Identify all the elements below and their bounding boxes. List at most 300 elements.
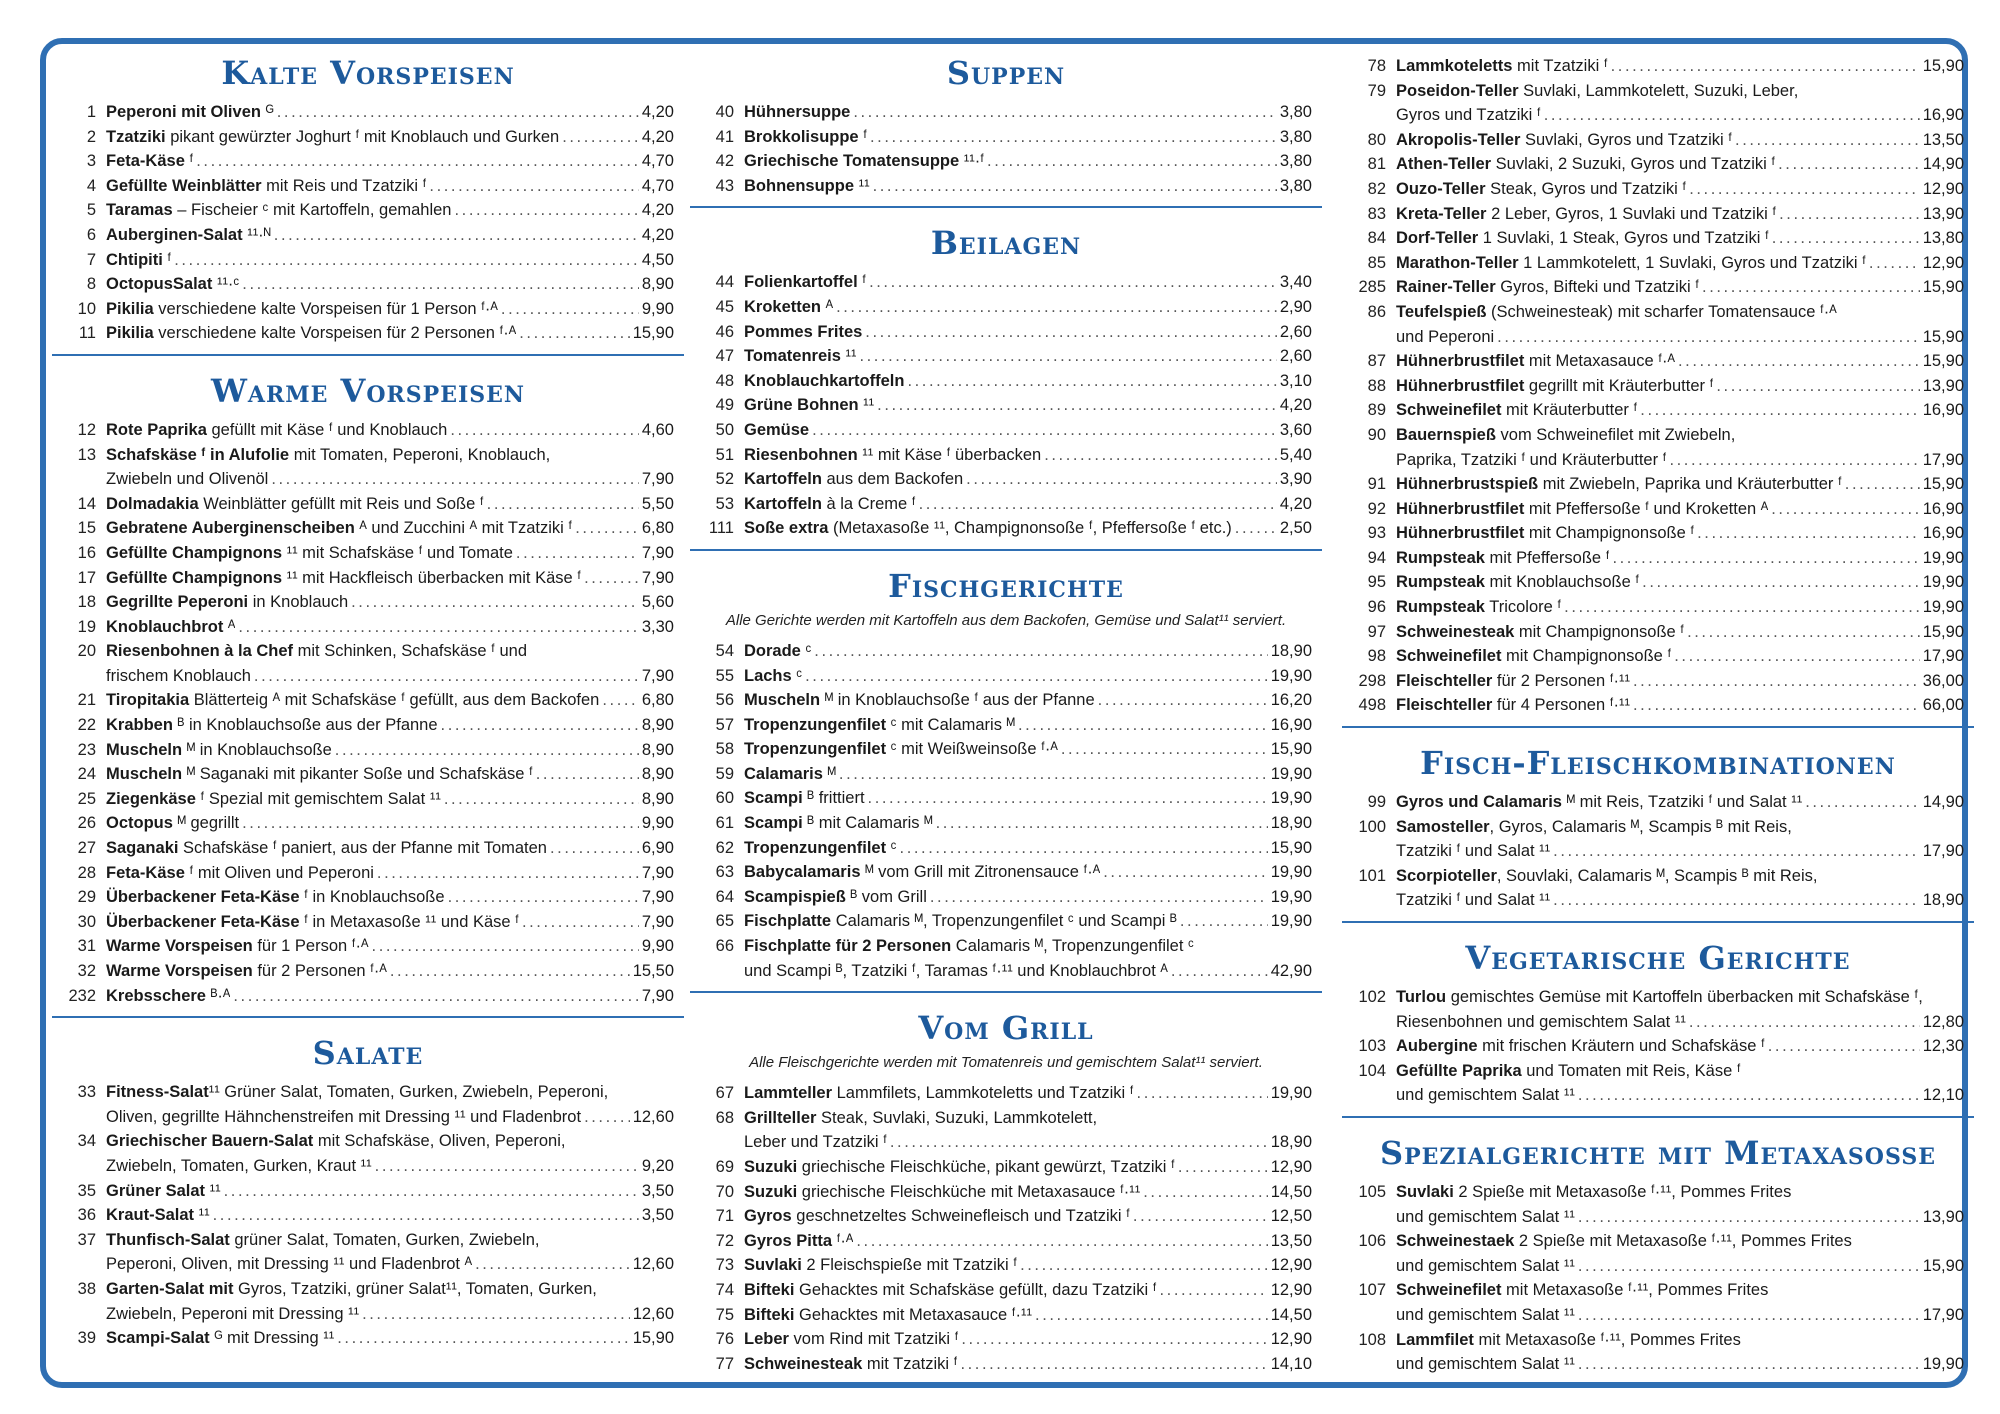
dot-leader: [1578, 1205, 1920, 1230]
item-name: Tiropitakia: [106, 691, 190, 710]
menu-section: [62, 368, 674, 1008]
item-description: grüner Salat, Tomaten, Gurken, Zwiebeln,: [229, 1230, 540, 1249]
dot-leader: [960, 1352, 1267, 1377]
item-description: ᶠ: [858, 127, 867, 146]
dot-leader: [351, 590, 639, 615]
dot-leader: [890, 1130, 1268, 1155]
menu-item: [1352, 620, 1964, 645]
item-number: 62: [715, 838, 734, 857]
item-body: [744, 320, 1312, 345]
item-number: 48: [715, 371, 734, 390]
dot-leader: [900, 836, 1268, 861]
item-line: [744, 860, 1312, 885]
item-description-continued: und gemischtem Salat ¹¹: [1396, 1355, 1575, 1374]
item-number: 43: [715, 176, 734, 195]
item-line: [744, 934, 1312, 959]
item-text: [1396, 693, 1630, 718]
item-line: [1396, 1059, 1964, 1084]
item-name: Fischplatte: [744, 912, 832, 931]
item-name: Kartoffeln: [744, 470, 822, 489]
item-body: [744, 1253, 1312, 1278]
item-text: [106, 566, 581, 591]
dot-leader: [224, 1179, 639, 1204]
menu-section: [62, 50, 674, 346]
item-description: aus dem Backofen: [821, 470, 964, 489]
item-name: Knoblauchkartoffeln: [744, 371, 905, 390]
item-name: Bohnensuppe: [744, 176, 854, 195]
dot-leader: [1669, 448, 1919, 473]
dot-leader: [562, 125, 639, 150]
item-name: Suzuki: [744, 1158, 798, 1176]
item-body: [744, 174, 1312, 199]
item-number: 32: [77, 962, 96, 980]
item-price: 12,10: [1922, 1086, 1964, 1105]
section-divider: [52, 354, 684, 356]
menu-item: [700, 320, 1312, 345]
menu-item: [1352, 54, 1964, 79]
item-body: [744, 713, 1312, 738]
item-line: [106, 272, 674, 297]
item-line: [1396, 152, 1964, 177]
item-number: 80: [1367, 130, 1386, 149]
item-description: ᴹ in Knoblauchsoße: [182, 740, 332, 759]
menu-item: [700, 443, 1312, 468]
item-line: [744, 320, 1312, 345]
item-text: [106, 615, 235, 640]
item-text: [744, 1180, 1140, 1205]
item-line: [1396, 275, 1964, 300]
item-text: [1396, 790, 1802, 815]
item-number: 29: [77, 888, 96, 907]
dot-leader: [550, 836, 639, 861]
item-price: 3,80: [1279, 152, 1312, 171]
item-price: 15,90: [1922, 475, 1964, 494]
menu-item: [62, 787, 674, 812]
item-price: 4,20: [641, 127, 674, 146]
item-number: 67: [715, 1084, 734, 1103]
item-line: [744, 295, 1312, 320]
item-number: 108: [1358, 1330, 1386, 1349]
item-body: [744, 1352, 1312, 1377]
dot-leader: [1611, 54, 1920, 79]
item-body: [106, 1203, 674, 1228]
item-number: 18: [77, 593, 96, 612]
item-price: 19,90: [1922, 573, 1964, 592]
item-body: [744, 1278, 1312, 1303]
item-line: [106, 639, 674, 664]
dot-leader: [907, 369, 1276, 394]
item-price: 19,90: [1270, 863, 1312, 882]
item-description: für 2 Personen ᶠ·¹¹: [1492, 671, 1630, 690]
item-description-continued: und Scampi ᴮ, Tzatziki ᶠ, Taramas ᶠ·¹¹ und Knoblauchbrot ᴬ: [744, 961, 1168, 980]
item-body: [744, 295, 1312, 320]
item-description: ᶠ mit Oliven und Peperoni: [184, 863, 374, 882]
item-price: 3,10: [1279, 371, 1312, 390]
item-line: [106, 885, 674, 910]
item-price: 18,90: [1270, 1133, 1312, 1152]
menu-item: [62, 590, 674, 615]
item-body: [106, 1179, 674, 1204]
item-text: [106, 443, 550, 468]
item-line: [106, 443, 674, 468]
item-body: [1396, 985, 1964, 1034]
item-text: [744, 270, 866, 295]
item-body: [744, 344, 1312, 369]
item-body: [106, 861, 674, 886]
section-divider: [690, 206, 1322, 208]
dot-leader: [1497, 325, 1920, 350]
item-text: [106, 100, 274, 125]
dot-leader: [487, 492, 639, 517]
item-body: [1396, 251, 1964, 276]
item-price: 2,90: [1279, 297, 1312, 316]
item-line: [106, 738, 674, 763]
item-name: Fleischteller: [1396, 671, 1493, 690]
item-text: [1396, 349, 1675, 374]
item-body: [1396, 815, 1964, 864]
menu-item: [62, 713, 674, 738]
item-name: Calamaris: [744, 764, 823, 783]
item-text: [744, 713, 1015, 738]
item-price: 3,80: [1279, 103, 1312, 121]
item-name: Fischplatte für 2 Personen: [744, 937, 952, 956]
item-body: [744, 1327, 1312, 1352]
item-text: [1396, 275, 1699, 300]
item-description-continued: Tzatziki ᶠ und Salat ¹¹: [1396, 891, 1551, 910]
item-line: [744, 1229, 1312, 1254]
menu-item: [1352, 1328, 1964, 1377]
item-number: 91: [1367, 475, 1386, 494]
item-price: 9,20: [641, 1156, 674, 1175]
dot-leader: [196, 149, 639, 174]
item-name: Krebsschere: [106, 986, 206, 1005]
menu-item: [1352, 595, 1964, 620]
item-price: 8,90: [641, 716, 674, 735]
item-body: [106, 738, 674, 763]
dot-leader: [1018, 713, 1268, 738]
item-text: [106, 174, 426, 199]
item-name: Grüner Salat: [106, 1181, 206, 1200]
menu-item: [1352, 1229, 1964, 1278]
menu-item: [62, 516, 674, 541]
section-divider: [1342, 921, 1974, 923]
item-body: [1396, 1278, 1964, 1327]
item-body: [1396, 177, 1964, 202]
item-line: [1396, 620, 1964, 645]
item-text: [1396, 177, 1686, 202]
item-price: 12,60: [632, 1107, 674, 1126]
menu-column-1: [62, 50, 674, 1351]
item-text: [106, 738, 332, 763]
item-price: 15,90: [632, 1329, 674, 1348]
item-body: [106, 321, 674, 346]
dot-leader: [377, 861, 639, 886]
item-description: mit Champignonsoße ᶠ: [1514, 622, 1685, 641]
item-price: 19,90: [1270, 789, 1312, 808]
item-text: [744, 1155, 1175, 1180]
menu-item: [62, 615, 674, 640]
dot-leader: [602, 688, 639, 713]
item-name: Folienkartoffel: [744, 273, 858, 292]
item-line: [1396, 202, 1964, 227]
item-body: [1396, 398, 1964, 423]
item-price: 12,30: [1922, 1037, 1964, 1056]
item-name: Bifteki: [744, 1280, 795, 1299]
item-body: [744, 737, 1312, 762]
item-price: 4,20: [641, 225, 674, 244]
item-line: [744, 418, 1312, 443]
item-body: [1396, 693, 1964, 718]
item-description: 2 Leber, Gyros, 1 Suvlaki und Tzatziki ᶠ: [1486, 204, 1777, 223]
menu-item: [1352, 570, 1964, 595]
item-line: [106, 688, 674, 713]
item-line-continued: [1396, 103, 1964, 128]
item-text: [106, 297, 498, 322]
item-text: [1396, 620, 1684, 645]
item-line: [1396, 693, 1964, 718]
item-price: 15,90: [1922, 57, 1964, 75]
item-name: Akropolis-Teller: [1396, 130, 1521, 149]
item-line: [106, 984, 674, 1009]
item-line: [106, 297, 674, 322]
item-name: Hühnerbrustfilet: [1396, 376, 1525, 395]
item-price: 15,90: [1922, 1256, 1964, 1275]
dot-leader: [805, 664, 1268, 689]
menu-item: [62, 443, 674, 492]
item-line: [744, 762, 1312, 787]
item-number: 19: [77, 617, 96, 636]
menu-item: [700, 860, 1312, 885]
menu-item: [62, 321, 674, 346]
item-price: 6,90: [641, 839, 674, 858]
item-description: 2 Fleischspieße mit Tzatziki ᶠ: [801, 1256, 1018, 1275]
item-line: [744, 1303, 1312, 1328]
menu-item: [1352, 790, 1964, 815]
item-body: [106, 1277, 674, 1326]
item-line-continued: [106, 1252, 674, 1277]
item-price: 17,90: [1922, 450, 1964, 469]
item-name: Suvlaki: [744, 1256, 802, 1275]
item-name: Poseidon-Teller: [1396, 81, 1519, 100]
item-text: [106, 198, 452, 223]
item-name: Griechische Tomatensuppe: [744, 152, 960, 171]
dot-leader: [516, 541, 639, 566]
dot-leader: [1640, 398, 1919, 423]
item-line: [1396, 1180, 1964, 1205]
item-text: [106, 492, 484, 517]
item-description: (Schweinesteak) mit scharfer Tomatensauce ᶠ·ᴬ: [1486, 302, 1837, 321]
item-price: 7,90: [641, 470, 674, 489]
menu-item: [62, 1326, 674, 1351]
menu-item: [700, 885, 1312, 910]
item-price: 12,90: [1270, 1330, 1312, 1349]
item-description: mit Pfeffersoße ᶠ und Kroketten ᴬ: [1524, 499, 1769, 518]
dot-leader: [450, 418, 639, 443]
item-number: 65: [715, 912, 734, 931]
item-name: Grillteller: [744, 1108, 817, 1127]
item-body: [106, 713, 674, 738]
item-body: [744, 1303, 1312, 1328]
item-name: Krabben: [106, 716, 173, 735]
dot-leader: [242, 811, 639, 836]
item-name: Kartoffeln: [744, 494, 822, 513]
item-line: [106, 861, 674, 886]
item-name: Soße extra: [744, 519, 829, 538]
menu-item: [700, 737, 1312, 762]
item-name: Schweinesteak: [1396, 622, 1515, 641]
item-name: Lammteller: [744, 1084, 833, 1103]
item-text: [1396, 423, 1735, 448]
item-body: [106, 934, 674, 959]
section-title: Spezialgerichte mit Metaxasosse: [1379, 1133, 1937, 1172]
item-text: [1396, 79, 1798, 104]
item-line-continued: [1396, 1205, 1964, 1230]
item-price: 3,50: [641, 1206, 674, 1225]
item-body: [1396, 1229, 1964, 1278]
menu-item: [62, 223, 674, 248]
item-body: [1396, 300, 1964, 349]
item-line: [1396, 472, 1964, 497]
item-description: verschiedene kalte Vorspeisen für 1 Person ᶠ·ᴬ: [153, 299, 498, 318]
item-line: [744, 1253, 1312, 1278]
dot-leader: [1716, 374, 1919, 399]
item-description: ᴹ Saganaki mit pikanter Soße und Schafskäse ᶠ: [182, 765, 533, 784]
item-line: [1396, 1278, 1964, 1303]
item-line-continued: [744, 1130, 1312, 1155]
dot-leader: [362, 1302, 630, 1327]
item-number: 57: [715, 715, 734, 734]
item-line: [744, 688, 1312, 713]
menu-item: [1352, 472, 1964, 497]
item-text: [1396, 1278, 1768, 1303]
dot-leader: [1103, 860, 1267, 885]
item-name: Rote Paprika: [106, 420, 207, 439]
item-price: 13,90: [1922, 1207, 1964, 1226]
item-description: ᴳ mit Dressing ¹¹: [209, 1329, 335, 1348]
item-text: [744, 762, 836, 787]
menu-item: [62, 1203, 674, 1228]
item-line: [106, 1203, 674, 1228]
menu-item: [1352, 300, 1964, 349]
item-text: [744, 125, 867, 150]
item-description-continued: Zwiebeln und Olivenöl: [106, 470, 269, 489]
item-number: 22: [77, 716, 96, 735]
item-name: Hühnerbrustspieß: [1396, 475, 1539, 494]
item-name: Lachs: [744, 666, 792, 685]
item-line: [744, 1278, 1312, 1303]
item-body: [744, 811, 1312, 836]
item-line: [1396, 300, 1964, 325]
menu-item: [700, 1327, 1312, 1352]
menu-item: [1352, 251, 1964, 276]
section-title: Beilagen: [930, 224, 1082, 263]
item-number: 54: [715, 641, 734, 660]
dot-leader: [372, 934, 639, 959]
dot-leader: [856, 1229, 1267, 1254]
item-description: ᶠ Spezial mit gemischtem Salat ¹¹: [195, 789, 441, 808]
menu-item: [1352, 275, 1964, 300]
item-number: 71: [715, 1207, 734, 1226]
item-description: Gyros, Bifteki und Tzatziki ᶠ: [1495, 278, 1700, 297]
section-title: Fischgerichte: [888, 566, 1124, 605]
menu-item: [62, 198, 674, 223]
item-line: [106, 418, 674, 443]
item-name: Riesenbohnen à la Chef: [106, 642, 294, 661]
menu-section: [62, 1030, 674, 1351]
item-line: [744, 492, 1312, 517]
section-title: Vegetarische Gerichte: [1465, 939, 1851, 977]
item-line: [1396, 521, 1964, 546]
item-price: 12,90: [1922, 179, 1964, 198]
item-price: 15,50: [632, 962, 674, 980]
dot-leader: [1564, 595, 1920, 620]
item-number: 96: [1367, 598, 1386, 617]
item-number: 66: [715, 937, 734, 956]
item-description: verschiedene kalte Vorspeisen für 2 Personen ᶠ·ᴬ: [153, 324, 517, 343]
dot-leader: [522, 910, 639, 935]
menu-item: [700, 762, 1312, 787]
item-number: 285: [1358, 278, 1386, 297]
item-number: 97: [1367, 622, 1386, 641]
item-text: [106, 516, 572, 541]
item-number: 105: [1358, 1182, 1386, 1201]
item-description-continued: Zwiebeln, Tomaten, Gurken, Kraut ¹¹: [106, 1156, 372, 1175]
item-text: [744, 516, 1232, 541]
item-description: griechische Fleischküche, pikant gewürzt, Tzatziki ᶠ: [797, 1158, 1175, 1176]
item-price: 4,50: [641, 250, 674, 269]
dot-leader: [1674, 644, 1919, 669]
item-price: 19,90: [1270, 887, 1312, 906]
menu-item: [62, 639, 674, 688]
item-body: [106, 149, 674, 174]
item-text: [1396, 669, 1630, 694]
item-line: [106, 1326, 674, 1351]
dot-leader: [961, 1327, 1267, 1352]
item-name: Gefüllte Champignons: [106, 568, 283, 587]
item-price: 15,90: [1270, 740, 1312, 759]
item-text: [106, 1277, 597, 1302]
item-number: 35: [77, 1181, 96, 1200]
item-text: [744, 664, 802, 689]
item-price: 7,90: [641, 666, 674, 685]
dot-leader: [1133, 1204, 1268, 1229]
item-text: [744, 393, 874, 418]
item-name: Schafskäse ᶠ in Alufolie: [106, 445, 290, 464]
dot-leader: [335, 738, 639, 763]
item-line: [1396, 349, 1964, 374]
dot-leader: [277, 100, 639, 125]
item-body: [744, 467, 1312, 492]
item-body: [106, 885, 674, 910]
item-body: [1396, 152, 1964, 177]
item-price: 4,20: [1279, 396, 1312, 415]
item-description: und Tomaten mit Reis, Käse ᶠ: [1521, 1061, 1741, 1080]
item-line-continued: [1396, 888, 1964, 913]
item-body: [1396, 54, 1964, 79]
item-text: [1396, 374, 1713, 399]
item-description: Suvlaki, 2 Suzuki, Gyros und Tzatziki ᶠ: [1491, 155, 1776, 174]
item-line: [106, 811, 674, 836]
menu-item: [700, 1352, 1312, 1377]
item-description: Calamaris ᴹ, Tropenzungenfilet ᶜ: [951, 937, 1194, 956]
item-body: [744, 443, 1312, 468]
item-line: [1396, 398, 1964, 423]
item-line: [106, 1080, 674, 1105]
item-text: [744, 1253, 1017, 1278]
dot-leader: [455, 198, 639, 223]
menu-item: [1352, 644, 1964, 669]
item-number: 6: [86, 225, 96, 244]
